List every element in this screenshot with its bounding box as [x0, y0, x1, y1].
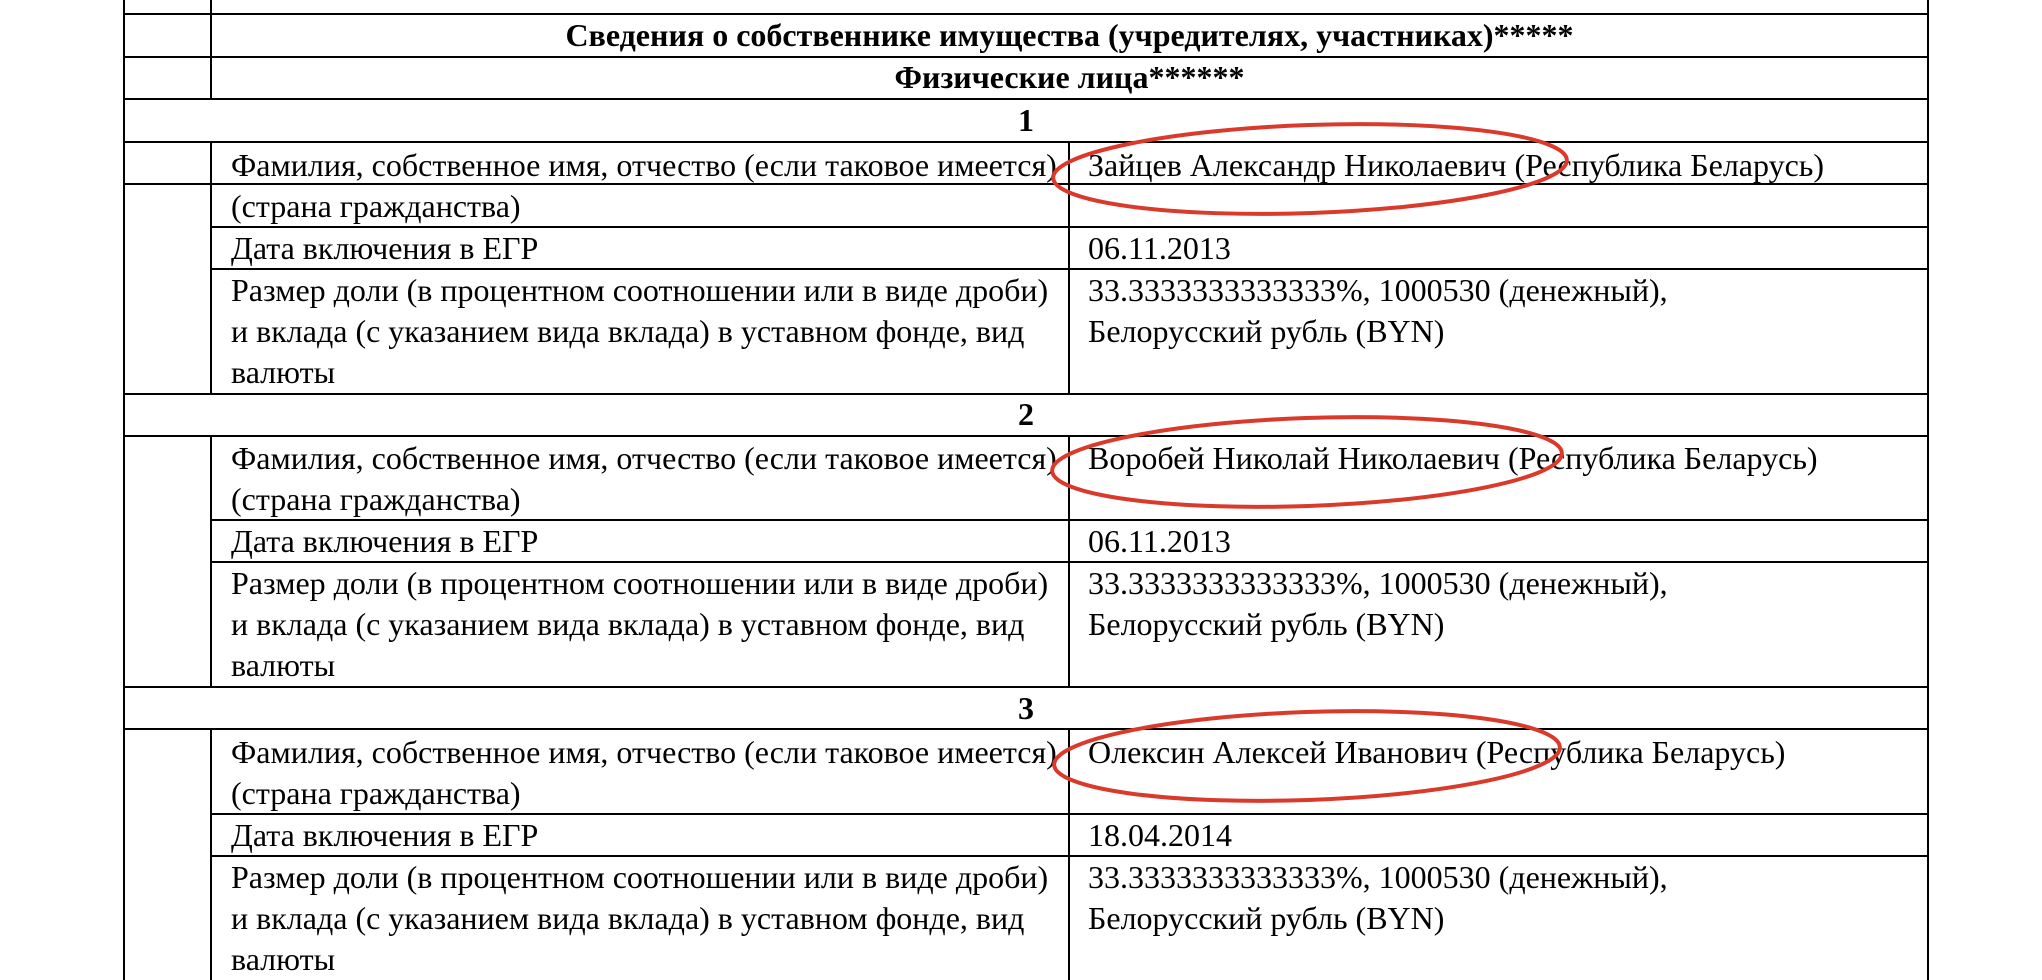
- person-number: 3: [1018, 690, 1034, 726]
- share-currency: Белорусский рубль (BYN): [1088, 606, 1445, 642]
- name-label: Фамилия, собственное имя, отчество (если таковое имеется) (страна гражданства): [231, 440, 1057, 517]
- name-label: Фамилия, собственное имя, отчество (если таковое имеется) (страна гражданства): [231, 734, 1057, 811]
- date-value: 18.04.2014: [1088, 817, 1232, 853]
- name-value: Воробей Николай Николаевич (Республика Беларусь): [1088, 440, 1818, 476]
- date-label: Дата включения в ЕГР: [231, 817, 539, 853]
- share-value: 33.3333333333333%, 1000530 (денежный),: [1088, 272, 1668, 308]
- share-currency: Белорусский рубль (BYN): [1088, 900, 1445, 936]
- table-col-divider: [1068, 728, 1070, 980]
- name-label: Фамилия, собственное имя, отчество (если таковое имеется) (страна гражданства): [231, 147, 1057, 224]
- section-title: Сведения о собственнике имущества (учредителях, участниках)*****: [565, 17, 1574, 53]
- table-rule: [123, 435, 1929, 437]
- person-number: 2: [1018, 396, 1034, 432]
- share-value: 33.3333333333333%, 1000530 (денежный),: [1088, 565, 1668, 601]
- table-col-divider: [210, 141, 212, 393]
- date-value: 06.11.2013: [1088, 523, 1231, 559]
- table-col-divider: [1068, 141, 1070, 393]
- share-currency: Белорусский рубль (BYN): [1088, 313, 1445, 349]
- date-label: Дата включения в ЕГР: [231, 523, 539, 559]
- name-value: Зайцев Александр Николаевич (Республика Беларусь): [1088, 147, 1825, 183]
- section-subtitle: Физические лица******: [894, 59, 1245, 95]
- table-border-left: [123, 0, 125, 980]
- table-col-divider: [210, 728, 212, 980]
- table-border-right: [1927, 0, 1929, 980]
- share-label: Размер доли (в процентном соотношении или в виде дроби) и вклада (с указанием вида вклада) в уставном фонде, вид валюты: [231, 565, 1049, 683]
- person-number: 1: [1018, 102, 1034, 138]
- date-value: 06.11.2013: [1088, 230, 1231, 266]
- table-col-divider: [1068, 435, 1070, 686]
- share-label: Размер доли (в процентном соотношении или в виде дроби) и вклада (с указанием вида вклада) в уставном фонде, вид валюты: [231, 272, 1049, 390]
- table-rule: [123, 141, 1929, 143]
- table-col-divider: [210, 435, 212, 686]
- date-label: Дата включения в ЕГР: [231, 230, 539, 266]
- name-value: Олексин Алексей Иванович (Республика Беларусь): [1088, 734, 1786, 770]
- share-label: Размер доли (в процентном соотношении или в виде дроби) и вклада (с указанием вида вклада) в уставном фонде, вид валюты: [231, 859, 1049, 977]
- share-value: 33.3333333333333%, 1000530 (денежный),: [1088, 859, 1668, 895]
